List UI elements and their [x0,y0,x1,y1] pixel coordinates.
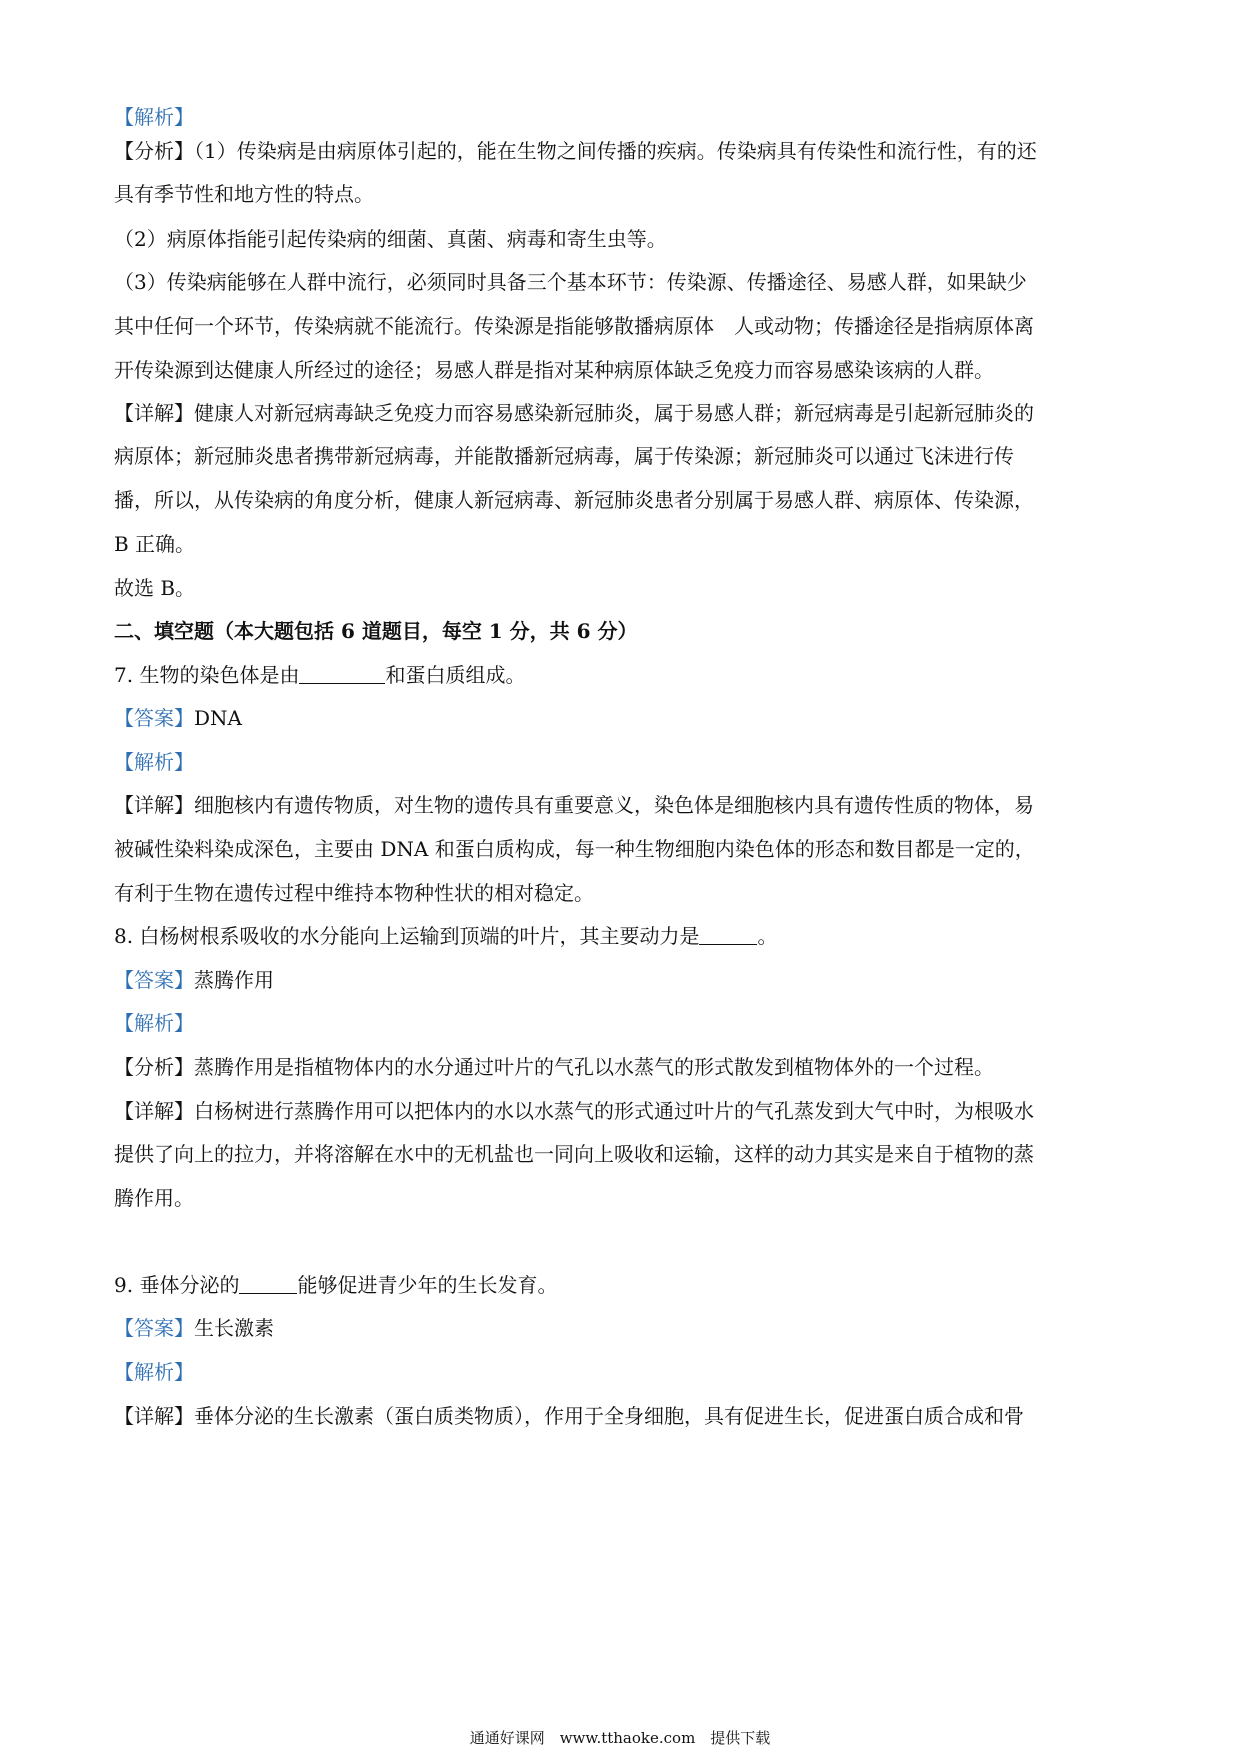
question-9 [114,1272,1134,1298]
answer-text: 生长激素 [194,1316,274,1340]
question-text: 能够促进青少年的生长发育。 [297,1273,558,1297]
label-jiexi: 【解析】 [114,105,194,129]
question-8 [114,923,1134,949]
question-text: 和蛋白质组成。 [385,663,526,687]
detail-line: 【详解】健康人对新冠病毒缺乏免疫力而容易感染新冠肺炎，属于易感人群；新冠病毒是引起新冠肺炎的 [114,401,1034,425]
detail-line: 病原体；新冠肺炎患者携带新冠病毒，并能散播新冠病毒，属于传染源；新冠肺炎可以通过飞沫进行传 [114,444,1014,468]
label-jiexi: 【解析】 [114,1011,194,1035]
detail-line: B 正确。 [114,532,196,556]
analysis-line: 【分析】（1）传染病是由病原体引起的，能在生物之间传播的疾病。传染病具有传染性和流行性，有的还 [114,139,1037,163]
page-footer: 通通好课网 www.tthaoke.com 提供下载 [469,1729,771,1747]
detail-line: 有利于生物在遗传过程中维持本物种性状的相对稳定。 [114,881,594,905]
analysis-line: 具有季节性和地方性的特点。 [114,182,374,206]
answer-text: DNA [194,706,242,730]
label-daan: 【答案】 [114,706,194,730]
choice-line: 故选 B。 [114,576,196,600]
answer-blank [239,1273,297,1294]
detail-line: 【详解】细胞核内有遗传物质，对生物的遗传具有重要意义，染色体是细胞核内具有遗传性质的物体，易 [114,793,1034,817]
detail-line: 播，所以，从传染病的角度分析，健康人新冠病毒、新冠肺炎患者分别属于易感人群、病原体、传染源， [114,488,1034,512]
question-text: 。 [757,924,778,948]
detail-line: 提供了向上的拉力，并将溶解在水中的无机盐也一同向上吸收和运输，这样的动力其实是来自于植物的蒸 [114,1142,1034,1166]
label-jiexi: 【解析】 [114,1360,194,1384]
label-daan: 【答案】 [114,968,194,992]
answer-blank [299,663,385,684]
analysis-line: 其中任何一个环节，传染病就不能流行。传染源是指能够散播病原体 人或动物；传播途径是指病原体离 [114,314,1034,338]
section-heading: 二、填空题（本大题包括 6 道题目，每空 1 分，共 6 分） [114,619,638,643]
answer-line [114,705,1134,731]
question-text: 7. 生物的染色体是由 [114,663,300,687]
label-jiexi: 【解析】 [114,750,194,774]
analysis-line: 【分析】蒸腾作用是指植物体内的水分通过叶片的气孔以水蒸气的形式散发到植物体外的一个过程。 [114,1055,994,1079]
detail-line: 被碱性染料染成深色，主要由 DNA 和蛋白质构成，每一种生物细胞内染色体的形态和数目都是一定的， [114,837,1035,861]
answer-text: 蒸腾作用 [194,968,274,992]
answer-line [114,967,1134,993]
detail-line: 【详解】垂体分泌的生长激素（蛋白质类物质），作用于全身细胞，具有促进生长，促进蛋白质合成和骨 [114,1404,1024,1428]
label-daan: 【答案】 [114,1316,194,1340]
analysis-line: （3）传染病能够在人群中流行，必须同时具备三个基本环节：传染源、传播途径、易感人群，如果缺少 [114,270,1027,294]
question-text: 9. 垂体分泌的 [114,1273,240,1297]
answer-line [114,1315,1134,1341]
analysis-line: （2）病原体指能引起传染病的细菌、真菌、病毒和寄生虫等。 [114,227,667,251]
question-7 [114,662,1134,688]
question-text: 8. 白杨树根系吸收的水分能向上运输到顶端的叶片，其主要动力是 [114,924,700,948]
answer-blank [699,924,757,945]
detail-line: 腾作用。 [114,1186,194,1210]
detail-line: 【详解】白杨树进行蒸腾作用可以把体内的水以水蒸气的形式通过叶片的气孔蒸发到大气中时，为根吸水 [114,1099,1034,1123]
analysis-line: 开传染源到达健康人所经过的途径；易感人群是指对某种病原体缺乏免疫力而容易感染该病的人群。 [114,358,994,382]
